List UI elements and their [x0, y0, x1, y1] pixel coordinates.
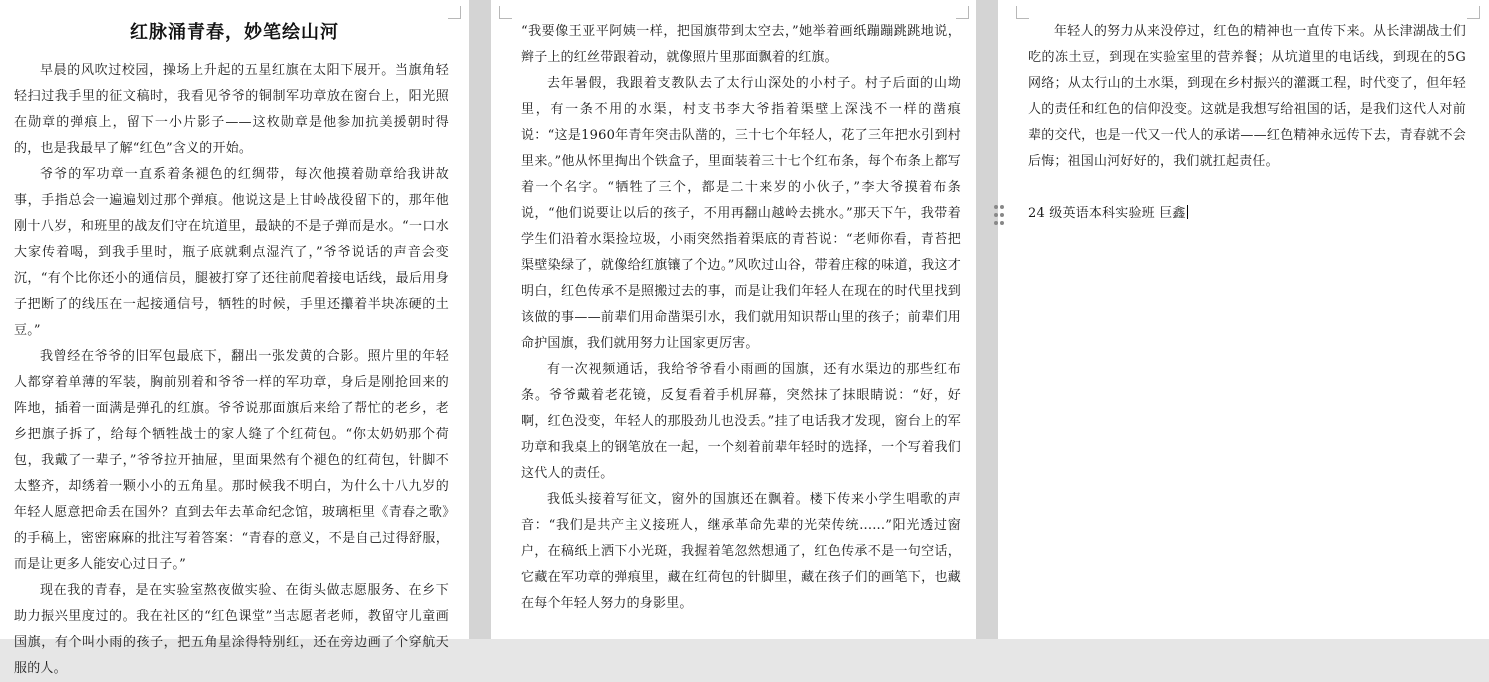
- document-page-2[interactable]: [491, 0, 976, 639]
- margin-corner-mark: [1016, 6, 1029, 19]
- paragraph: 去年暑假，我跟着支教队去了太行山深处的小村子。村子后面的山坳里，有一条不用的水渠，村支书李大爷指着渠壁上深浅不一样的凿痕说：“这是1960年青年突击队凿的，三十七个年轻人，花了三年把水引到村里来。”他从怀里掏出个铁盒子，里面装着三十七个红布条，每个布条上都写着一个名字。“牺牲了三个，都是二十来岁的小伙子，”李大爷摸着布条说，“他们说要让以后的孩子，不用再翻山越岭去挑水。”那天下午，我带着学生们沿着水渠捡垃圾，小雨突然指着渠底的青苔说：“老师你看，青苔把渠壁染绿了，就像给红旗镶了个边。”风吹过山谷，带着庄稼的味道，我这才明白，红色传承不是照搬过去的事，而是让我们年轻人在现在的时代里找到该做的事——前辈们用命凿渠引水，我们就用知识帮山里的孩子；前辈们用命护国旗，我们就用努力让国家更厉害。: [521, 76, 961, 351]
- paragraph: 有一次视频通话，我给爷爷看小雨画的国旗，还有水渠边的那些红布条。爷爷戴着老花镜，反复看着手机屏幕，突然抹了抹眼睛说：“好，好啊，红色没变，年轻人的那股劲儿也没丢。”挂了电话我才发现，窗台上的军功章和我桌上的钢笔放在一起，一个刻着前辈年轻时的选择，一个写着我们这代人的责任。: [521, 362, 961, 481]
- margin-corner-mark: [1467, 6, 1480, 19]
- paragraph: “我要像王亚平阿姨一样，把国旗带到太空去，”她举着画纸蹦蹦跳跳地说，辫子上的红丝带跟着动，就像照片里那面飘着的红旗。: [521, 24, 961, 65]
- paragraph: 现在我的青春，是在实验室熬夜做实验、在街头做志愿服务、在乡下助力振兴里度过的。我在社区的“红色课堂”当志愿者老师，教留守儿童画国旗，有个叫小雨的孩子，把五角星涂得特别红，还在旁边画了个穿航天服的人。: [14, 583, 449, 676]
- paragraph: 爷爷的军功章一直系着条褪色的红绸带，每次他摸着勋章给我讲故事，手指总会一遍遍划过那个弹痕。他说这是上甘岭战役留下的，那年他刚十八岁，和班里的战友们守在坑道里，最缺的不是子弹而是水。“一口水大家传着喝，到我手里时，瓶子底就剩点湿汽了，”爷爷说话的声音会变沉，“有个比你还小的通信员，腿被打穿了还往前爬着接电话线，最后用身子把断了的线压在一起接通信号，牺牲的时候，手里还攥着半块冻硬的土豆。”: [14, 167, 449, 338]
- page-1-body[interactable]: [14, 58, 449, 682]
- paragraph: 我低头接着写征文，窗外的国旗还在飘着。楼下传来小学生唱歌的声音：“我们是共产主义接班人，继承革命先辈的光荣传统......”阳光透过窗户，在稿纸上洒下小光斑，我握着笔忽然想通了，红色传承不是一句空话，它藏在军功章的弹痕里，藏在红荷包的针脚里，藏在孩子们的画笔下，也藏在每个年轻人努力的身影里。: [521, 492, 961, 611]
- document-page-1[interactable]: [0, 0, 469, 676]
- page-gap-right: [976, 0, 998, 639]
- page-2-body[interactable]: [521, 19, 961, 617]
- document-title: 红脉涌青春，妙笔绘山河: [130, 22, 339, 43]
- paragraph: 我曾经在爷爷的旧军包最底下，翻出一张发黄的合影。照片里的年轻人都穿着单薄的军装，胸前别着和爷爷一样的军功章，身后是刚抢回来的阵地，插着一面满是弹孔的红旗。爷爷说那面旗后来给了帮忙的老乡，老乡把旗子拆了，给每个牺牲战士的家人缝了个红荷包。“你太奶奶那个荷包，我戴了一辈子，”爷爷拉开抽屉，里面果然有个褪色的红荷包，针脚不太整齐，却绣着一颗小小的五角星。那时候我不明白，为什么十八九岁的年轻人愿意把命丢在国外？直到去年去革命纪念馆，玻璃柜里《青春之歌》的手稿上，密密麻麻的批注写着答案：“青春的意义，不是自己过得舒服，而是让更多人能安心过日子。”: [14, 349, 449, 572]
- page-3-body[interactable]: [1028, 19, 1466, 227]
- signature-line: [1028, 201, 1466, 227]
- paragraph: 年轻人的努力从来没停过，红色的精神也一直传下来。从长津湖战士们吃的冻土豆，到现在实验室里的营养餐；从坑道里的电话线，到现在的5G网络；从太行山的土水渠，到现在乡村振兴的灌溉工程，时代变了，但年轻人的责任和红色的信仰没变。这就是我想写给祖国的话，是我们这代人对前辈的交代，也是一代又一代人的承诺——红色精神永远传下去，青春就不会后悔；祖国山河好好的，我们就扛起责任。: [1028, 24, 1466, 169]
- paragraph: 早晨的风吹过校园，操场上升起的五星红旗在太阳下展开。当旗角轻轻扫过我手里的征文稿时，我看见爷爷的铜制军功章放在窗台上，阳光照在勋章的弹痕上，留下一小片影子——这枚勋章是他参加抗美援朝时得的，也是我最早了解“红色”含义的开始。: [14, 63, 449, 156]
- margin-corner-mark: [499, 6, 512, 19]
- page-gap-left: [469, 0, 491, 639]
- margin-corner-mark: [956, 6, 969, 19]
- signature-text: 24 级英语本科实验班 巨鑫: [1028, 206, 1186, 221]
- drag-handle-icon[interactable]: [993, 203, 1005, 227]
- text-cursor: [1187, 205, 1188, 219]
- document-page-3[interactable]: [998, 0, 1489, 639]
